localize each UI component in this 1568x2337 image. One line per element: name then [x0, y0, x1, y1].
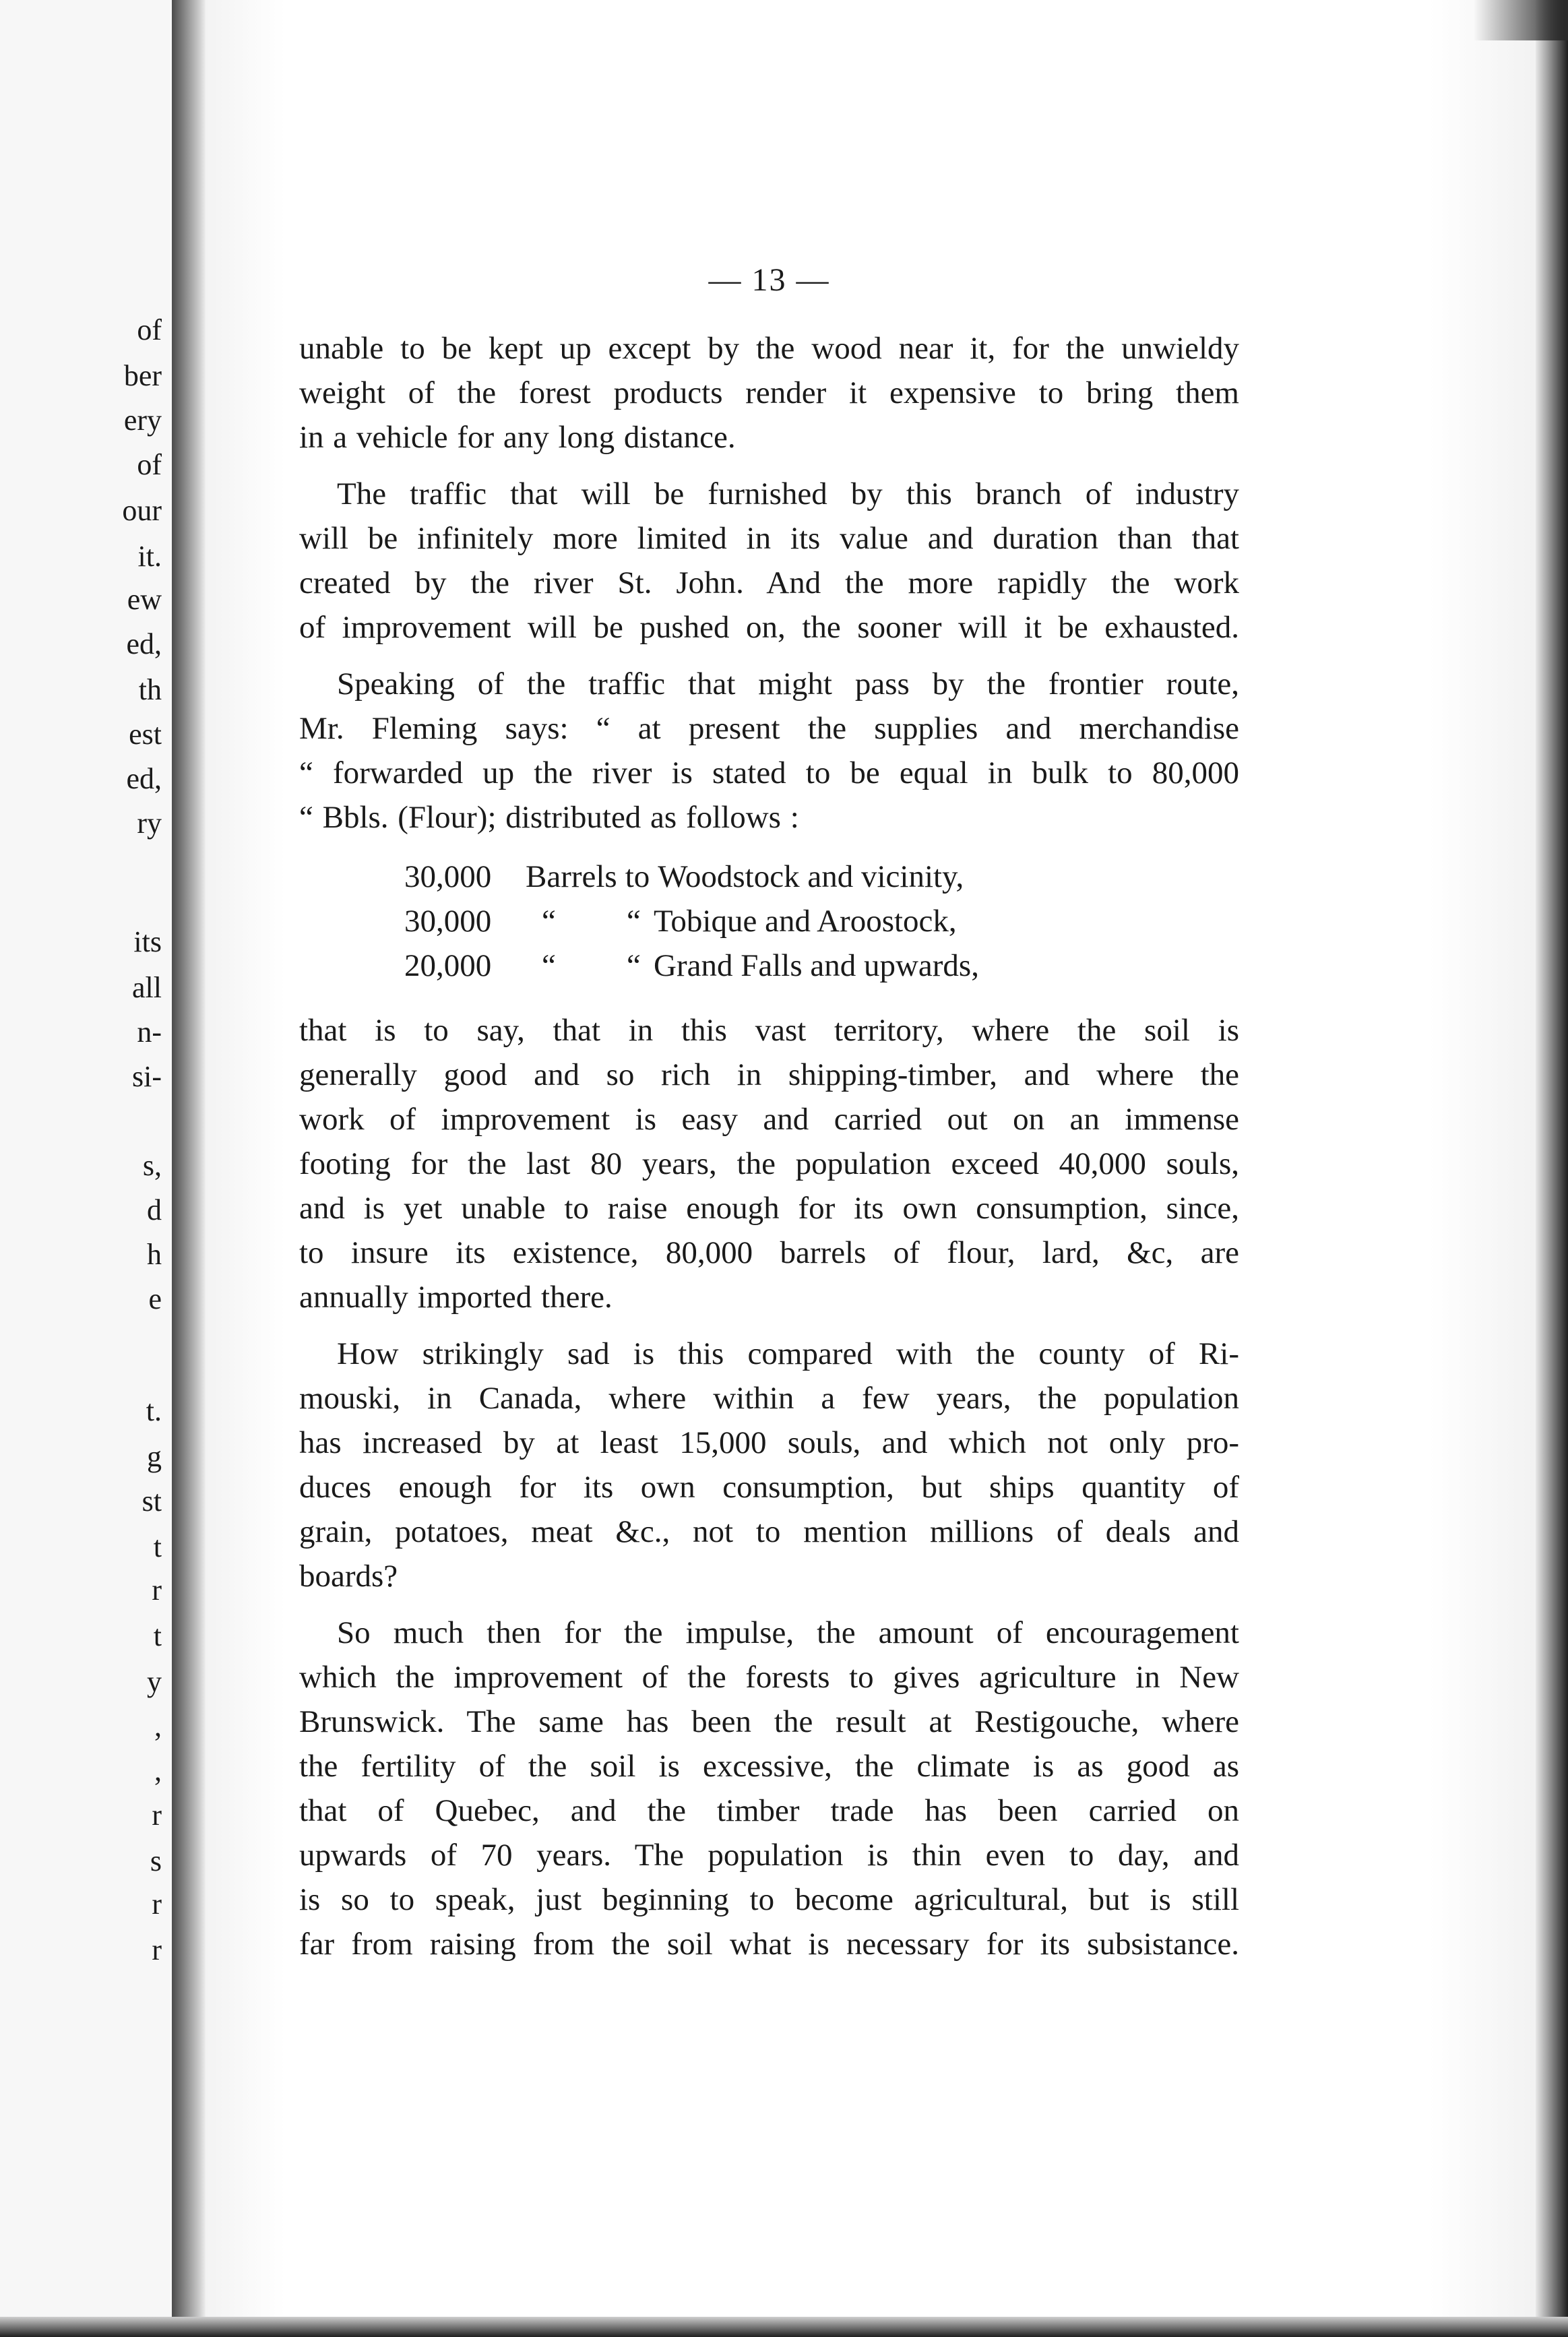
- fragment: our: [122, 494, 162, 527]
- text-line: So much then for the impulse, the amount of encouragement: [337, 1615, 1239, 1650]
- text-line: The traffic that will be furnished by this branch of industry: [337, 476, 1239, 511]
- unit: Barrels: [526, 859, 617, 894]
- destination: Tobique and Aroostock,: [654, 904, 957, 939]
- fragment: t: [153, 1530, 162, 1563]
- text-line: “ forwarded up the river is stated to be equal in bulk to 80,000: [299, 755, 1239, 790]
- quantity: 30,000: [404, 859, 492, 894]
- paragraph-6: [299, 1611, 1239, 1966]
- text-line: unable to be kept up except by the wood near it, for the unwieldy: [299, 331, 1239, 366]
- fragment: r: [152, 1933, 162, 1966]
- quantity: 20,000: [404, 948, 492, 983]
- fragment: r: [152, 1799, 162, 1832]
- fragment: r: [152, 1888, 162, 1921]
- distribution-row: [404, 899, 979, 943]
- page-edge-bottom: [0, 2317, 1568, 2337]
- text-line: has increased by at least 15,000 souls, and which not only pro-: [299, 1425, 1239, 1460]
- page-edge-right: [1536, 0, 1568, 2337]
- book-gutter: [172, 0, 206, 2337]
- fragment: ry: [137, 807, 162, 840]
- text-line: annually imported there.: [299, 1280, 613, 1315]
- page-number: — 13 —: [708, 262, 830, 298]
- text-line: Mr. Fleming says: “ at present the supplies and merchandise: [299, 711, 1239, 746]
- quantity: 30,000: [404, 904, 492, 939]
- fragment: est: [129, 718, 162, 751]
- text-line: upwards of 70 years. The population is thin even to day, and: [299, 1838, 1239, 1873]
- preposition: “: [627, 904, 641, 939]
- fragment: d: [147, 1193, 162, 1226]
- fragment: all: [132, 971, 162, 1004]
- text-line: mouski, in Canada, where within a few years, the population: [299, 1381, 1239, 1416]
- text-line: boards?: [299, 1559, 398, 1594]
- fragment: e: [148, 1282, 162, 1315]
- text-line: How strikingly sad is this compared with the county of Ri-: [337, 1336, 1239, 1371]
- paragraph-3: [299, 662, 1239, 840]
- distribution-row: [404, 854, 979, 899]
- text-line: in a vehicle for any long distance.: [299, 420, 736, 455]
- fragment: it.: [137, 540, 162, 573]
- fragment: t.: [146, 1394, 162, 1427]
- text-line: which the improvement of the forests to gives agriculture in New: [299, 1660, 1239, 1695]
- text-line: “ Bbls. (Flour); distributed as follows :: [299, 800, 799, 835]
- paragraph-1: [299, 326, 1239, 460]
- text-line: is so to speak, just beginning to become agricultural, but is still: [299, 1882, 1239, 1917]
- text-line: Speaking of the traffic that might pass by the frontier route,: [337, 666, 1239, 702]
- preposition: “: [627, 948, 641, 983]
- fragment: ery: [123, 404, 162, 437]
- text-line: that is to say, that in this vast territory, where the soil is: [299, 1013, 1239, 1048]
- fragment: of: [137, 448, 162, 481]
- unit: “: [542, 948, 556, 983]
- fragment: y: [147, 1665, 162, 1698]
- fragment: si-: [132, 1060, 162, 1093]
- paragraph-5: [299, 1332, 1239, 1598]
- fragment: n-: [137, 1016, 162, 1049]
- distribution-list: [404, 854, 979, 988]
- fragment: ,: [154, 1710, 162, 1743]
- text-line: duces enough for its own consumption, but ships quantity of: [299, 1470, 1239, 1505]
- distribution-row: [404, 943, 979, 988]
- text-line: the fertility of the soil is excessive, the climate is as good as: [299, 1749, 1239, 1784]
- fragment: h: [147, 1238, 162, 1271]
- text-line: that of Quebec, and the timber trade has been carried on: [299, 1793, 1239, 1828]
- fragment: ed,: [126, 762, 162, 795]
- unit: “: [542, 904, 556, 939]
- text-line: will be infinitely more limited in its value and duration than that: [299, 521, 1239, 556]
- fragment: st: [142, 1485, 162, 1518]
- fragment: r: [152, 1573, 162, 1607]
- paragraph-4: [299, 1008, 1239, 1319]
- text-line: generally good and so rich in shipping-timber, and where the: [299, 1057, 1239, 1092]
- text-line: Brunswick. The same has been the result at Restigouche, where: [299, 1704, 1239, 1739]
- text-line: footing for the last 80 years, the population exceed 40,000 souls,: [299, 1146, 1239, 1181]
- destination: Grand Falls and upwards,: [654, 948, 979, 983]
- fragment: ber: [123, 359, 162, 392]
- text-line: created by the river St. John. And the more rapidly the work: [299, 565, 1239, 600]
- text-line: of improvement will be pushed on, the sooner will it be exhausted.: [299, 610, 1239, 645]
- preposition: to: [625, 859, 650, 894]
- fragment: of: [137, 313, 162, 346]
- text-line: grain, potatoes, meat &c., not to mention millions of deals and: [299, 1514, 1239, 1549]
- paragraph-2: [299, 472, 1239, 650]
- text-line: far from raising from the soil what is necessary for its subsistance.: [299, 1927, 1239, 1962]
- text-line: to insure its existence, 80,000 barrels of flour, lard, &c, are: [299, 1235, 1239, 1270]
- fragment: ew: [127, 583, 162, 616]
- destination: Woodstock and vicinity,: [658, 859, 964, 894]
- fragment: ,: [154, 1754, 162, 1787]
- fragment: g: [147, 1440, 162, 1473]
- text-line: and is yet unable to raise enough for its own consumption, since,: [299, 1191, 1239, 1226]
- fragment: its: [133, 925, 162, 958]
- fragment: ed,: [126, 627, 162, 660]
- facing-page-margin: [0, 0, 177, 2337]
- text-line: work of improvement is easy and carried out on an immense: [299, 1102, 1239, 1137]
- fragment: s: [150, 1844, 162, 1877]
- fragment: s,: [142, 1149, 162, 1182]
- page-corner-shadow: [1474, 0, 1568, 40]
- fragment: t: [153, 1619, 162, 1652]
- text-line: weight of the forest products render it expensive to bring them: [299, 375, 1239, 410]
- fragment: th: [138, 673, 162, 706]
